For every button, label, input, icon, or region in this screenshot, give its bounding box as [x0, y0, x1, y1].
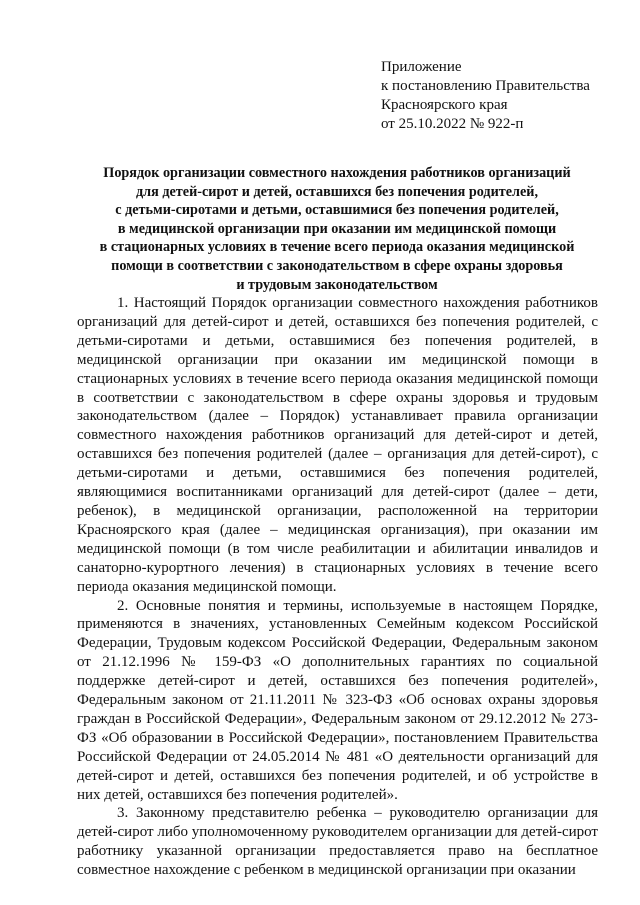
annex-line: к постановлению Правительства	[381, 78, 590, 94]
title-line: и трудовым законодательством	[236, 276, 438, 293]
title-line: Порядок организации совместного нахождения работников организаций	[103, 165, 571, 181]
annex-note	[381, 58, 590, 134]
annex-line: от 25.10.2022 № 922-п	[381, 116, 524, 132]
document-body	[77, 294, 598, 880]
title-line: для детей-сирот и детей, оставшихся без попечения родителей,	[135, 183, 539, 200]
document-title	[76, 164, 598, 294]
title-line: помощи в соответствии с законодательством в сфере охраны здоровья	[111, 257, 563, 274]
paragraph-2: 2. Основные понятия и термины, используемые в настоящем Порядке, применяются в значениях, установленных Семейным кодексом Российской Федерации, Трудовым кодексом Российской Федерации, Федеральным законом от 21.12.1996 № 159-ФЗ «О дополнительных гарантиях по социальной поддержке детей-сирот и детей, оставшихся без попечения родителей», Федеральным законом от 21.11.2011 № 323-ФЗ «Об основах охраны здоровья граждан в Российской Федерации», Федеральным законом от 29.12.2012 № 273-ФЗ «Об образовании в Российской Федерации», постановлением Правительства Российской Федерации от 24.05.2014 № 481 «О деятельности организаций для детей-сирот и детей, оставшихся без попечения родителей, и об устройстве в них детей, оставшихся без попечения родителей».	[77, 597, 598, 803]
title-line: в стационарных условиях в течение всего периода оказания медицинской	[99, 239, 575, 256]
paragraph-3: 3. Законному представителю ребенка – руководителю организации для детей-сирот либо уполномоченному руководителем организации для детей-сирот работнику указанной организации предоставляется право на бесплатное совместное нахождение с ребенком в медицинской организации при оказании	[77, 805, 598, 879]
title-line: с детьми-сиротами и детьми, оставшимися без попечения родителей,	[115, 202, 559, 219]
annex-line: Красноярского края	[381, 97, 508, 113]
annex-line: Приложение	[381, 59, 462, 75]
paragraph-1: 1. Настоящий Порядок организации совместного нахождения работников организаций для детей-сирот и детей, оставшихся без попечения родителей, с детьми-сиротами и детьми, оставшимися без попечения родителей, в медицинской организации при оказании им медицинской помощи в стационарных условиях в течение всего периода оказания медицинской помощи в соответствии с законодательством в сфере охраны здоровья и трудовым законодательством (далее – Порядок) устанавливает правила организации совместного нахождения работников организаций для детей-сирот и детей, оставшихся без попечения родителей (далее – организация для детей-сирот), с детьми-сиротами и детьми, оставшимися без попечения родителей, являющимися воспитанниками организаций для детей-сирот (далее – дети, ребенок), в медицинской организации, расположенной на территории Красноярского края (далее – медицинская организация), при оказании им медицинской помощи (в том числе реабилитации и абилитации инвалидов и санаторно-курортного лечения) в стационарных условиях в течение всего периода оказания медицинской помощи.	[77, 295, 598, 595]
title-line: в медицинской организации при оказании им медицинской помощи	[117, 220, 557, 237]
